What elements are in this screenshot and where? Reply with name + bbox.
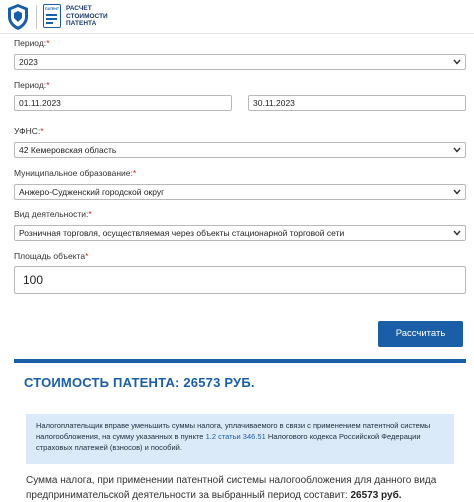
logo-title-line3: ПАТЕНТА [66, 20, 97, 27]
logo-title-line2: СТОИМОСТИ [66, 12, 108, 20]
period-year-value: 2023 [19, 57, 38, 67]
chevron-down-icon [453, 59, 461, 65]
logo-divider [36, 5, 37, 29]
ufns-value: 42 Кемеровская область [19, 145, 117, 155]
ufns-label: УФНС:* [14, 126, 44, 136]
logo-title-line1: РАСЧЕТ [66, 5, 92, 12]
date-to-input[interactable] [248, 95, 466, 111]
date-to-value: 30.11.2023 [253, 98, 295, 108]
summary-text: Сумма налога, при применении патентной системы налогообложения для данного вида предпринимательской деятельности за выбранный период составит: 26573 руб. [26, 475, 437, 501]
tax-code-link[interactable]: 1.2 статьи 346.51 [205, 432, 266, 441]
logo-title [66, 5, 126, 28]
period-year-select[interactable] [14, 54, 466, 70]
result-divider [14, 359, 466, 363]
app-header [0, 0, 474, 34]
area-label: Площадь объекта* [14, 251, 89, 261]
info-text-end: Налогового кодекса Российской Федерации страховых платежей (взносов) и пособий. [36, 432, 421, 452]
activity-label: Вид деятельности:* [14, 209, 92, 219]
info-text: Налогоплательщик вправе уменьшить суммы налога, уплачиваемого в связи с применением патентной системы налогообложения, на сумму указанных в пункте [36, 421, 431, 441]
area-value: 100 [23, 273, 44, 287]
activity-value: Розничная торговля, осуществляемая через объекты стационарной торговой сети [19, 228, 345, 238]
activity-select[interactable] [14, 225, 466, 241]
info-box [26, 414, 454, 464]
municipality-select[interactable] [14, 184, 466, 200]
ufns-select[interactable] [14, 142, 466, 158]
municipality-label: Муниципальное образование:* [14, 168, 137, 178]
result-title: СТОИМОСТЬ ПАТЕНТА: 26573 РУБ. [24, 375, 255, 390]
patent-badge-icon [43, 4, 61, 28]
period-dates-label: Период:* [14, 80, 50, 90]
chevron-down-icon [453, 230, 461, 236]
area-input[interactable] [14, 266, 466, 294]
calculate-button[interactable]: Рассчитать [378, 321, 463, 347]
date-from-input[interactable] [14, 95, 232, 111]
municipality-value: Анжеро-Судженский городской округ [19, 187, 165, 197]
fns-emblem-icon [6, 3, 30, 31]
date-from-value: 01.11.2023 [19, 98, 61, 108]
chevron-down-icon [453, 189, 461, 195]
period-year-label: Период:* [14, 38, 50, 48]
chevron-down-icon [453, 147, 461, 153]
badge-text: ПАТЕНТ [45, 7, 60, 11]
summary-amount: 26573 руб. [350, 490, 402, 501]
